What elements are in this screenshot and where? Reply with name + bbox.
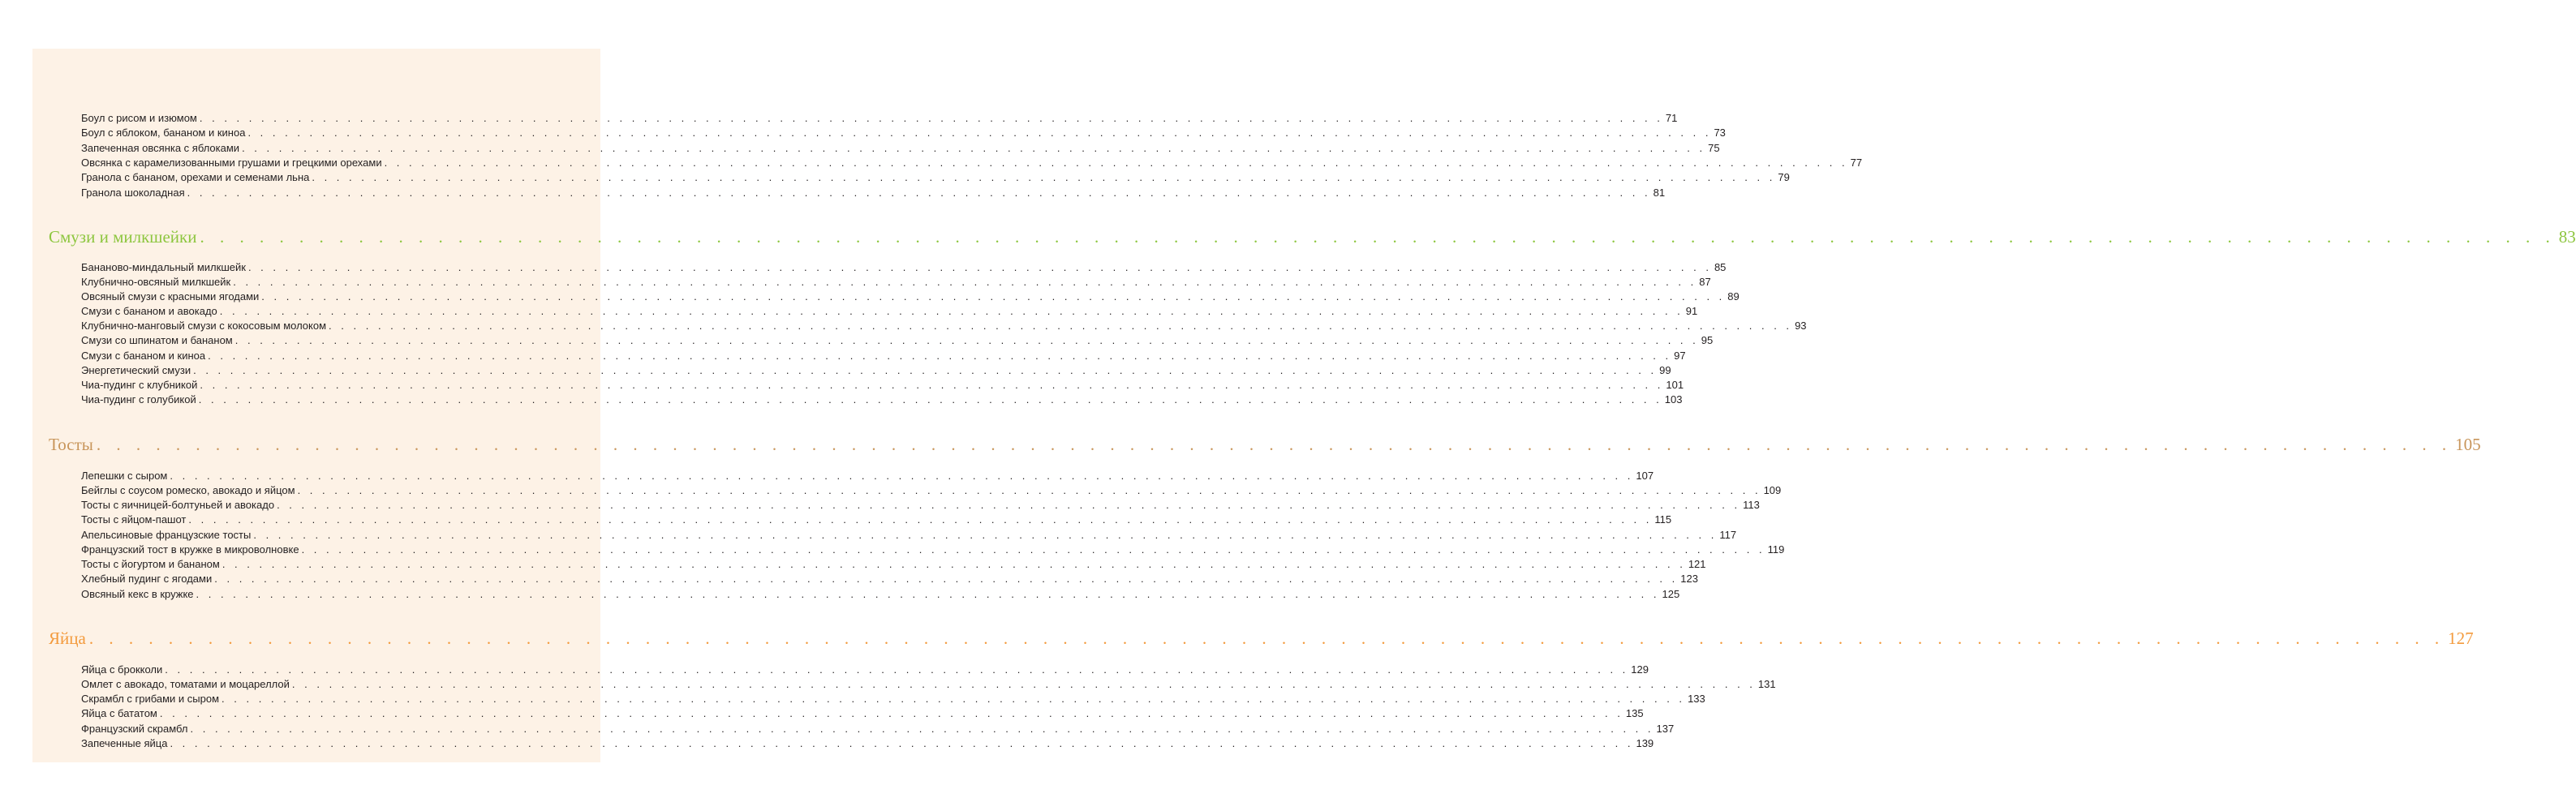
dot-leader: . . . . . . . . . . . . . . . . . . . . . . . . . . . . . . . . . . . . . . . . . . . . . . . . . . . . . . . . . . . . . . . . . . . . . . . . . . . . . . . . . . . . . . . . . . . . . . . . . . . . . . . . . . . . . . . . . . . . . . .	[219, 305, 1684, 317]
toc-entry[interactable]	[81, 587, 1680, 602]
entry-title: Лепешки с сыром	[81, 470, 168, 482]
entry-title: Запеченная овсянка с яблоками	[81, 142, 240, 154]
entry-page-number: 135	[1625, 707, 1644, 719]
dot-leader: . . . . . . . . . . . . . . . . . . . . . . . . . . . . . . . . . . . . . . . . . . . . . . . . . . . . . . . . . . . . . . . . . . . . . . . . . . . . . . . . . . . . . . . . . . . . . . . . . . . . . . . . . . . . . . . . . . . . . . .	[198, 393, 1662, 406]
entry-title: Смузи со шпинатом и бананом	[81, 334, 233, 346]
toc-entry[interactable]	[81, 736, 1654, 751]
entry-page-number: 113	[1743, 499, 1760, 511]
entry-title: Овсяный смузи с красными ягодами	[81, 290, 260, 303]
entry-title: Боул с яблоком, бананом и киноа	[81, 127, 246, 139]
entry-title: Энергетический смузи	[81, 364, 191, 376]
entry-title: Боул с рисом и изюмом	[81, 112, 197, 124]
entry-title: Яйца с бататом	[81, 707, 157, 719]
entry-page-number: 97	[1674, 350, 1686, 362]
entry-title: Смузи с бананом и авокадо	[81, 305, 217, 317]
section-heading-smoothies[interactable]	[49, 225, 2576, 249]
dot-leader: . . . . . . . . . . . . . . . . . . . . . . . . . . . . . . . . . . . . . . . . . . . . . . . . . . . . . . . . . . . . . . . . . . . . . . . . . . . . . . . . . . . . . . . . . . . . . . . . . . . . . . . . . . . . . . . . . . . . . . .	[187, 187, 1651, 199]
entry-page-number: 131	[1757, 678, 1776, 690]
toc-entry[interactable]	[81, 513, 1672, 527]
dot-leader: . . . . . . . . . . . . . . . . . . . . . . . . . . . . . . . . . . . . . . . . . . . . . . . . . . . . . . . . . . . . . . . . . . . . . . . . . . . . . . . . . . . . . . . . . . . . . . . . . . . . . . . . . . . . . . . . . . . . . . .	[96, 435, 2453, 454]
dot-leader: . . . . . . . . . . . . . . . . . . . . . . . . . . . . . . . . . . . . . . . . . . . . . . . . . . . . . . . . . . . . . . . . . . . . . . . . . . . . . . . . . . . . . . . . . . . . . . . . . . . . . . . . . . . . . . . . . . . . . . .	[221, 558, 1686, 570]
entry-title: Тосты с йогуртом и бананом	[81, 558, 220, 570]
dot-leader: . . . . . . . . . . . . . . . . . . . . . . . . . . . . . . . . . . . . . . . . . . . . . . . . . . . . . . . . . . . . . . . . . . . . . . . . . . . . . . . . . . . . . . . . . . . . . . . . . . . . . . . . . . . . . . . . . . . . . . .	[159, 707, 1623, 719]
section-title: Тосты	[49, 435, 93, 454]
toc-entry[interactable]	[81, 557, 1706, 572]
entry-title: Смузи с бананом и киноа	[81, 350, 206, 362]
entry-page-number: 71	[1665, 112, 1678, 124]
toc-entry[interactable]	[81, 572, 1698, 586]
toc-entry[interactable]	[81, 156, 1863, 170]
toc-entry[interactable]	[81, 141, 1720, 156]
entry-title: Скрамбл с грибами и сыром	[81, 693, 220, 705]
toc-entry[interactable]	[81, 170, 1790, 185]
dot-leader: . . . . . . . . . . . . . . . . . . . . . . . . . . . . . . . . . . . . . . . . . . . . . . . . . . . . . . . . . . . . . . . . . . . . . . . . . . . . . . . . . . . . . . . . . . . . . . . . . . . . . . . . . . . . . . . . . . . . . . .	[200, 379, 1664, 391]
entry-page-number: 77	[1850, 157, 1863, 169]
toc-entry[interactable]	[81, 483, 1782, 498]
entry-title: Тосты с яичницей-болтуньей и авокадо	[81, 499, 275, 511]
entry-page-number: 87	[1699, 276, 1711, 288]
dot-leader: . . . . . . . . . . . . . . . . . . . . . . . . . . . . . . . . . . . . . . . . . . . . . . . . . . . . . . . . . . . . . . . . . . . . . . . . . . . . . . . . . . . . . . . . . . . . . . . . . . . . . . . . . . . . . . . . . . . . . . .	[88, 629, 2445, 648]
dot-leader: . . . . . . . . . . . . . . . . . . . . . . . . . . . . . . . . . . . . . . . . . . . . . . . . . . . . . . . . . . . . . . . . . . . . . . . . . . . . . . . . . . . . . . . . . . . . . . . . . . . . . . . . . . . . . . . . . . . . . . .	[221, 693, 1686, 705]
toc-entry[interactable]	[81, 663, 1649, 677]
dot-leader: . . . . . . . . . . . . . . . . . . . . . . . . . . . . . . . . . . . . . . . . . . . . . . . . . . . . . . . . . . . . . . . . . . . . . . . . . . . . . . . . . . . . . . . . . . . . . . . . . . . . . . . . . . . . . . . . . . . . . . .	[242, 142, 1706, 154]
section-page-number: 83	[2558, 227, 2576, 247]
toc-entry[interactable]	[81, 319, 1807, 333]
toc-entry[interactable]	[81, 528, 1737, 543]
section-page-number: 127	[2448, 629, 2474, 648]
entry-page-number: 93	[1795, 320, 1807, 332]
dot-leader: . . . . . . . . . . . . . . . . . . . . . . . . . . . . . . . . . . . . . . . . . . . . . . . . . . . . . . . . . . . . . . . . . . . . . . . . . . . . . . . . . . . . . . . . . . . . . . . . . . . . . . . . . . . . . . . . . . . . . . .	[247, 261, 1712, 273]
toc-entry[interactable]	[81, 290, 1740, 304]
dot-leader: . . . . . . . . . . . . . . . . . . . . . . . . . . . . . . . . . . . . . . . . . . . . . . . . . . . . . . . . . . . . . . . . . . . . . . . . . . . . . . . . . . . . . . . . . . . . . . . . . . . . . . . . . . . . . . . . . . . . . . .	[233, 276, 1697, 288]
toc-entry[interactable]	[81, 498, 1760, 513]
entry-page-number: 73	[1714, 127, 1726, 139]
dot-leader: . . . . . . . . . . . . . . . . . . . . . . . . . . . . . . . . . . . . . . . . . . . . . . . . . . . . . . . . . . . . . . . . . . . . . . . . . . . . . . . . . . . . . . . . . . . . . . . . . . . . . . . . . . . . . . . . . . . . . . .	[165, 663, 1629, 676]
entry-title: Запеченные яйца	[81, 737, 168, 749]
entry-page-number: 81	[1653, 187, 1666, 199]
toc-entry[interactable]	[81, 333, 1714, 348]
dot-leader: . . . . . . . . . . . . . . . . . . . . . . . . . . . . . . . . . . . . . . . . . . . . . . . . . . . . . . . . . . . . . . . . . . . . . . . . . . . . . . . . . . . . . . . . . . . . . . . . . . . . . . . . . . . . . . . . . . . . . . .	[199, 112, 1663, 124]
entry-page-number: 101	[1666, 379, 1684, 391]
toc-entry[interactable]	[81, 722, 1675, 736]
dot-leader: . . . . . . . . . . . . . . . . . . . . . . . . . . . . . . . . . . . . . . . . . . . . . . . . . . . . . . . . . . . . . . . . . . . . . . . . . . . . . . . . . . . . . . . . . . . . . . . . . . . . . . . . . . . . . . . . . . . . . . .	[196, 588, 1660, 600]
entry-title: Французский скрамбл	[81, 723, 188, 735]
entry-page-number: 129	[1631, 663, 1649, 676]
entry-page-number: 119	[1767, 543, 1785, 556]
entry-page-number: 99	[1659, 364, 1671, 376]
entry-title: Гранола с бананом, орехами и семенами льна	[81, 171, 310, 183]
dot-leader: . . . . . . . . . . . . . . . . . . . . . . . . . . . . . . . . . . . . . . . . . . . . . . . . . . . . . . . . . . . . . . . . . . . . . . . . . . . . . . . . . . . . . . . . . . . . . . . . . . . . . . . . . . . . . . . . . . . . . . .	[214, 573, 1679, 585]
dot-leader: . . . . . . . . . . . . . . . . . . . . . . . . . . . . . . . . . . . . . . . . . . . . . . . . . . . . . . . . . . . . . . . . . . . . . . . . . . . . . . . . . . . . . . . . . . . . . . . . . . . . . . . . . . . . . . . . . . . . . . .	[261, 290, 1726, 303]
toc-entry[interactable]	[81, 186, 1666, 200]
toc-entry[interactable]	[81, 706, 1644, 721]
toc-entry[interactable]	[81, 393, 1683, 407]
toc-entry[interactable]	[81, 469, 1654, 483]
entry-page-number: 107	[1636, 470, 1654, 482]
section-title: Яйца	[49, 629, 86, 648]
entry-page-number: 79	[1778, 171, 1790, 183]
entry-page-number: 91	[1685, 305, 1698, 317]
toc-entry[interactable]	[81, 304, 1698, 319]
dot-leader: . . . . . . . . . . . . . . . . . . . . . . . . . . . . . . . . . . . . . . . . . . . . . . . . . . . . . . . . . . . . . . . . . . . . . . . . . . . . . . . . . . . . . . . . . . . . . . . . . . . . . . . . . . . . . . . . . . . . . . .	[200, 227, 2556, 247]
toc-entry[interactable]	[81, 275, 1711, 290]
entry-page-number: 89	[1727, 290, 1740, 303]
dot-leader: . . . . . . . . . . . . . . . . . . . . . . . . . . . . . . . . . . . . . . . . . . . . . . . . . . . . . . . . . . . . . . . . . . . . . . . . . . . . . . . . . . . . . . . . . . . . . . . . . . . . . . . . . . . . . . . . . . . . . . .	[234, 334, 1699, 346]
dot-leader: . . . . . . . . . . . . . . . . . . . . . . . . . . . . . . . . . . . . . . . . . . . . . . . . . . . . . . . . . . . . . . . . . . . . . . . . . . . . . . . . . . . . . . . . . . . . . . . . . . . . . . . . . . . . . . . . . . . . . . .	[312, 171, 1776, 183]
entry-page-number: 75	[1708, 142, 1720, 154]
entry-title: Французский тост в кружке в микроволновке	[81, 543, 299, 556]
toc-entry[interactable]	[81, 543, 1785, 557]
toc-entry[interactable]	[81, 378, 1684, 393]
entry-page-number: 123	[1680, 573, 1698, 585]
toc-entry[interactable]	[81, 126, 1726, 140]
toc-entry[interactable]	[81, 692, 1705, 706]
entry-page-number: 121	[1688, 558, 1706, 570]
dot-leader: . . . . . . . . . . . . . . . . . . . . . . . . . . . . . . . . . . . . . . . . . . . . . . . . . . . . . . . . . . . . . . . . . . . . . . . . . . . . . . . . . . . . . . . . . . . . . . . . . . . . . . . . . . . . . . . . . . . . . . .	[297, 484, 1761, 496]
dot-leader: . . . . . . . . . . . . . . . . . . . . . . . . . . . . . . . . . . . . . . . . . . . . . . . . . . . . . . . . . . . . . . . . . . . . . . . . . . . . . . . . . . . . . . . . . . . . . . . . . . . . . . . . . . . . . . . . . . . . . . .	[193, 364, 1658, 376]
entry-page-number: 133	[1688, 693, 1705, 705]
dot-leader: . . . . . . . . . . . . . . . . . . . . . . . . . . . . . . . . . . . . . . . . . . . . . . . . . . . . . . . . . . . . . . . . . . . . . . . . . . . . . . . . . . . . . . . . . . . . . . . . . . . . . . . . . . . . . . . . . . . . . . .	[208, 350, 1672, 362]
entry-title: Клубнично-овсяный милкшейк	[81, 276, 231, 288]
entry-page-number: 137	[1656, 723, 1675, 735]
entry-page-number: 115	[1654, 513, 1672, 526]
entry-title: Хлебный пудинг с ягодами	[81, 573, 213, 585]
entry-title: Овсяный кекс в кружке	[81, 588, 194, 600]
entry-page-number: 125	[1662, 588, 1680, 600]
toc-entry[interactable]	[81, 349, 1686, 363]
entry-title: Омлет с авокадо, томатами и моцареллой	[81, 678, 290, 690]
entry-title: Тосты с яйцом-пашот	[81, 513, 187, 526]
entry-title: Бейглы с соусом ромеско, авокадо и яйцом	[81, 484, 295, 496]
entry-title: Бананово-миндальный милкшейк	[81, 261, 246, 273]
dot-leader: . . . . . . . . . . . . . . . . . . . . . . . . . . . . . . . . . . . . . . . . . . . . . . . . . . . . . . . . . . . . . . . . . . . . . . . . . . . . . . . . . . . . . . . . . . . . . . . . . . . . . . . . . . . . . . . . . . . . . . .	[170, 737, 1634, 749]
dot-leader: . . . . . . . . . . . . . . . . . . . . . . . . . . . . . . . . . . . . . . . . . . . . . . . . . . . . . . . . . . . . . . . . . . . . . . . . . . . . . . . . . . . . . . . . . . . . . . . . . . . . . . . . . . . . . . . . . . . . . . .	[190, 723, 1654, 735]
dot-leader: . . . . . . . . . . . . . . . . . . . . . . . . . . . . . . . . . . . . . . . . . . . . . . . . . . . . . . . . . . . . . . . . . . . . . . . . . . . . . . . . . . . . . . . . . . . . . . . . . . . . . . . . . . . . . . . . . . . . . . .	[291, 678, 1756, 690]
entry-title: Клубнично-манговый смузи с кокосовым молоком	[81, 320, 327, 332]
section-heading-eggs[interactable]	[49, 626, 2474, 650]
entry-title: Гранола шоколадная	[81, 187, 185, 199]
dot-leader: . . . . . . . . . . . . . . . . . . . . . . . . . . . . . . . . . . . . . . . . . . . . . . . . . . . . . . . . . . . . . . . . . . . . . . . . . . . . . . . . . . . . . . . . . . . . . . . . . . . . . . . . . . . . . . . . . . . . . . .	[329, 320, 1793, 332]
entry-title: Чиа-пудинг с клубникой	[81, 379, 198, 391]
entry-page-number: 103	[1664, 393, 1683, 406]
dot-leader: . . . . . . . . . . . . . . . . . . . . . . . . . . . . . . . . . . . . . . . . . . . . . . . . . . . . . . . . . . . . . . . . . . . . . . . . . . . . . . . . . . . . . . . . . . . . . . . . . . . . . . . . . . . . . . . . . . . . . . .	[170, 470, 1634, 482]
entry-title: Овсянка с карамелизованными грушами и грецкими орехами	[81, 157, 382, 169]
toc-entry[interactable]	[81, 260, 1727, 275]
section-heading-toasts[interactable]	[49, 432, 2481, 457]
entry-title: Апельсиновые французские тосты	[81, 529, 252, 541]
dot-leader: . . . . . . . . . . . . . . . . . . . . . . . . . . . . . . . . . . . . . . . . . . . . . . . . . . . . . . . . . . . . . . . . . . . . . . . . . . . . . . . . . . . . . . . . . . . . . . . . . . . . . . . . . . . . . . . . . . . . . . .	[384, 157, 1848, 169]
entry-page-number: 95	[1701, 334, 1714, 346]
entry-title: Яйца с брокколи	[81, 663, 163, 676]
entry-page-number: 85	[1714, 261, 1727, 273]
toc-entry[interactable]	[81, 363, 1671, 378]
section-page-number: 105	[2455, 435, 2481, 454]
section-title: Смузи и милкшейки	[49, 227, 197, 247]
dot-leader: . . . . . . . . . . . . . . . . . . . . . . . . . . . . . . . . . . . . . . . . . . . . . . . . . . . . . . . . . . . . . . . . . . . . . . . . . . . . . . . . . . . . . . . . . . . . . . . . . . . . . . . . . . . . . . . . . . . . . . .	[301, 543, 1765, 556]
dot-leader: . . . . . . . . . . . . . . . . . . . . . . . . . . . . . . . . . . . . . . . . . . . . . . . . . . . . . . . . . . . . . . . . . . . . . . . . . . . . . . . . . . . . . . . . . . . . . . . . . . . . . . . . . . . . . . . . . . . . . . .	[277, 499, 1741, 511]
entry-title: Чиа-пудинг с голубикой	[81, 393, 196, 406]
entry-page-number: 109	[1763, 484, 1782, 496]
toc-entry[interactable]	[81, 111, 1678, 126]
toc-entry[interactable]	[81, 677, 1776, 692]
entry-page-number: 117	[1719, 529, 1737, 541]
dot-leader: . . . . . . . . . . . . . . . . . . . . . . . . . . . . . . . . . . . . . . . . . . . . . . . . . . . . . . . . . . . . . . . . . . . . . . . . . . . . . . . . . . . . . . . . . . . . . . . . . . . . . . . . . . . . . . . . . . . . . . .	[253, 529, 1718, 541]
entry-page-number: 139	[1636, 737, 1654, 749]
dot-leader: . . . . . . . . . . . . . . . . . . . . . . . . . . . . . . . . . . . . . . . . . . . . . . . . . . . . . . . . . . . . . . . . . . . . . . . . . . . . . . . . . . . . . . . . . . . . . . . . . . . . . . . . . . . . . . . . . . . . . . .	[188, 513, 1653, 526]
dot-leader: . . . . . . . . . . . . . . . . . . . . . . . . . . . . . . . . . . . . . . . . . . . . . . . . . . . . . . . . . . . . . . . . . . . . . . . . . . . . . . . . . . . . . . . . . . . . . . . . . . . . . . . . . . . . . . . . . . . . . . .	[247, 127, 1712, 139]
